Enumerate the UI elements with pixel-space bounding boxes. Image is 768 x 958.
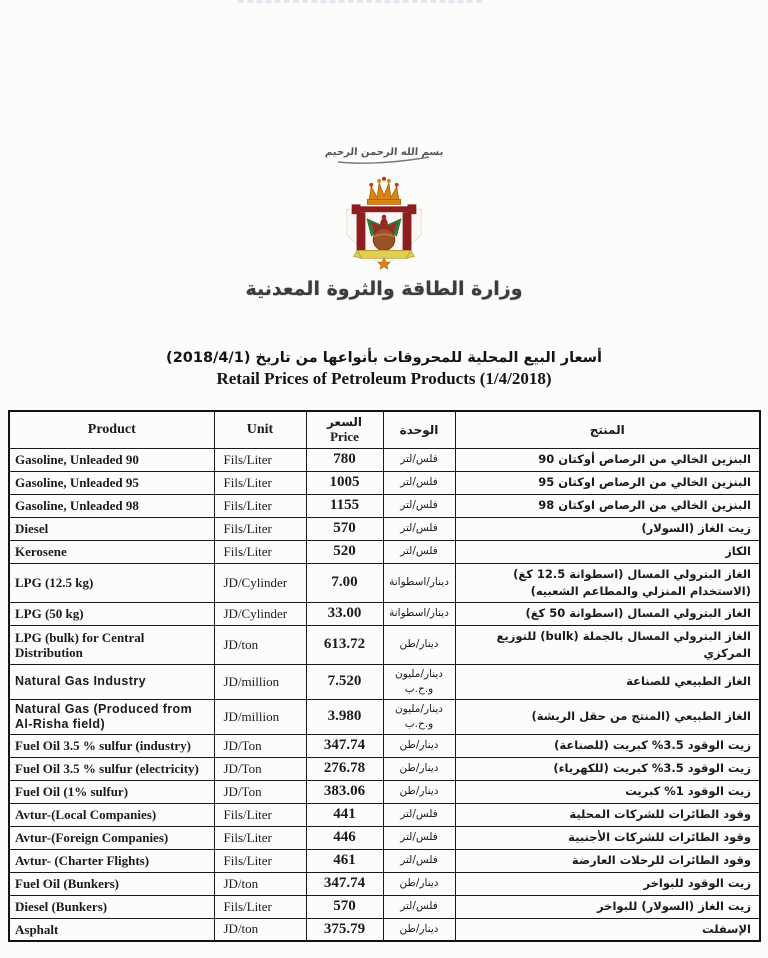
ribbon-shape bbox=[354, 250, 415, 258]
product-ar-cell: زيت الغاز (السولار) bbox=[455, 517, 760, 540]
price-cell: 613.72 bbox=[306, 625, 383, 664]
unit-ar-cell: دينار/مليون و.ح.ب bbox=[383, 664, 455, 699]
product-ar-cell: الغاز البترولي المسال (اسطوانة 12.5 كغ)(الاستخدام المنزلي والمطاعم الشعبيه) bbox=[455, 563, 760, 602]
product-en-cell: Kerosene bbox=[9, 540, 214, 563]
unit-ar-cell: دينار/طن bbox=[383, 918, 455, 941]
product-en-cell: LPG (12.5 kg) bbox=[9, 563, 214, 602]
product-ar-cell: وقود الطائرات للرحلات العارضة bbox=[455, 849, 760, 872]
product-ar-cell: الكاز bbox=[455, 540, 760, 563]
product-en-cell: Fuel Oil (1% sulfur) bbox=[9, 780, 214, 803]
ministry-name: وزارة الطاقة والثروة المعدنية bbox=[245, 278, 523, 300]
unit-ar-cell: دينار/طن bbox=[383, 780, 455, 803]
unit-ar-cell: فلس/لتر bbox=[383, 517, 455, 540]
price-cell: 7.520 bbox=[306, 664, 383, 699]
document-titles bbox=[0, 350, 768, 389]
table-header bbox=[9, 411, 760, 448]
unit-en-cell: Fils/Liter bbox=[214, 494, 306, 517]
unit-en-cell: Fils/Liter bbox=[214, 826, 306, 849]
price-cell: 1005 bbox=[306, 471, 383, 494]
product-en-cell: LPG (bulk) for Central Distribution bbox=[9, 625, 214, 664]
table-row bbox=[9, 471, 760, 494]
table-row bbox=[9, 895, 760, 918]
price-cell: 520 bbox=[306, 540, 383, 563]
product-ar-cell: الغاز الطبيعي للصناعة bbox=[455, 664, 760, 699]
unit-ar-cell: فلس/لتر bbox=[383, 895, 455, 918]
unit-en-cell: Fils/Liter bbox=[214, 517, 306, 540]
product-ar-cell: زيت الوقود 3.5% كبريت (للصناعة) bbox=[455, 734, 760, 757]
price-cell: 375.79 bbox=[306, 918, 383, 941]
price-cell: 3.980 bbox=[306, 699, 383, 734]
column-header-unit-ar: الوحدة bbox=[383, 411, 455, 448]
unit-en-cell: JD/Ton bbox=[214, 757, 306, 780]
table-row bbox=[9, 563, 760, 602]
unit-ar-cell: دينار/مليون و.ح.ب bbox=[383, 699, 455, 734]
product-en-cell: Diesel (Bunkers) bbox=[9, 895, 214, 918]
table-row bbox=[9, 664, 760, 699]
product-en-cell: Avtur- (Charter Flights) bbox=[9, 849, 214, 872]
crown-icon bbox=[367, 177, 400, 205]
unit-ar-cell: دينار/طن bbox=[383, 734, 455, 757]
unit-en-cell: Fils/Liter bbox=[214, 803, 306, 826]
unit-en-cell: JD/million bbox=[214, 699, 306, 734]
column-header-price-en: Price bbox=[330, 429, 359, 445]
unit-ar-cell: فلس/لتر bbox=[383, 849, 455, 872]
unit-ar-cell: فلس/لتر bbox=[383, 540, 455, 563]
column-header-unit-en: Unit bbox=[214, 411, 306, 448]
product-en-cell: Fuel Oil 3.5 % sulfur (electricity) bbox=[9, 757, 214, 780]
table-row bbox=[9, 625, 760, 664]
product-ar-cell: البنزين الخالي من الرصاص اوكتان 98 bbox=[455, 494, 760, 517]
product-ar-cell: الإسفلت bbox=[455, 918, 760, 941]
price-cell: 7.00 bbox=[306, 563, 383, 602]
product-en-cell: Gasoline, Unleaded 95 bbox=[9, 471, 214, 494]
price-cell: 461 bbox=[306, 849, 383, 872]
product-en-cell: Diesel bbox=[9, 517, 214, 540]
unit-ar-cell: فلس/لتر bbox=[383, 448, 455, 471]
price-cell: 33.00 bbox=[306, 602, 383, 625]
product-ar-cell: البنزين الخالي من الرصاص اوكتان 95 bbox=[455, 471, 760, 494]
product-ar-cell: الغاز الطبيعي (المنتج من حقل الريشة) bbox=[455, 699, 760, 734]
table-row bbox=[9, 448, 760, 471]
unit-en-cell: Fils/Liter bbox=[214, 448, 306, 471]
unit-en-cell: JD/million bbox=[214, 664, 306, 699]
unit-ar-cell: دينار/طن bbox=[383, 872, 455, 895]
unit-en-cell: JD/Ton bbox=[214, 734, 306, 757]
unit-ar-cell: فلس/لتر bbox=[383, 826, 455, 849]
price-cell: 446 bbox=[306, 826, 383, 849]
petroleum-prices-table bbox=[8, 410, 761, 942]
product-ar-cell: زيت الوقود 3.5% كبريت (للكهرباء) bbox=[455, 757, 760, 780]
unit-en-cell: Fils/Liter bbox=[214, 849, 306, 872]
price-cell: 780 bbox=[306, 448, 383, 471]
unit-en-cell: JD/ton bbox=[214, 872, 306, 895]
unit-en-cell: JD/ton bbox=[214, 625, 306, 664]
price-cell: 347.74 bbox=[306, 734, 383, 757]
unit-en-cell: JD/ton bbox=[214, 918, 306, 941]
document-title-english: Retail Prices of Petroleum Products (1/4/2018) bbox=[216, 369, 552, 388]
product-ar-cell: زيت الغاز (السولار) للبواخر bbox=[455, 895, 760, 918]
product-ar-cell: زيت الوقود 1% كبريت bbox=[455, 780, 760, 803]
product-en-cell: Natural Gas (Produced from Al-Risha field) bbox=[9, 699, 214, 734]
unit-ar-cell: فلس/لتر bbox=[383, 471, 455, 494]
product-en-cell: Natural Gas Industry bbox=[9, 664, 214, 699]
table-row bbox=[9, 517, 760, 540]
unit-ar-cell: فلس/لتر bbox=[383, 494, 455, 517]
price-cell: 347.74 bbox=[306, 872, 383, 895]
table-row bbox=[9, 540, 760, 563]
table-row bbox=[9, 734, 760, 757]
price-cell: 276.78 bbox=[306, 757, 383, 780]
column-header-price-ar: السعر bbox=[326, 415, 363, 430]
price-cell: 383.06 bbox=[306, 780, 383, 803]
product-en-cell: Fuel Oil 3.5 % sulfur (industry) bbox=[9, 734, 214, 757]
table-row bbox=[9, 602, 760, 625]
scan-torn-edge-artifact bbox=[238, 0, 482, 3]
table-row bbox=[9, 757, 760, 780]
price-table-body bbox=[9, 448, 760, 941]
document-title-arabic: أسعار البيع المحلية للمحروقات بأنواعها من تاريخ (2018/4/1) bbox=[166, 350, 602, 366]
product-en-cell: Avtur-(Foreign Companies) bbox=[9, 826, 214, 849]
price-cell: 570 bbox=[306, 517, 383, 540]
price-cell: 570 bbox=[306, 895, 383, 918]
unit-ar-cell: فلس/لتر bbox=[383, 803, 455, 826]
bismillah-text: بسم الله الرحمن الرحيم bbox=[324, 147, 444, 158]
product-ar-cell: وقود الطائرات للشركات المحلية bbox=[455, 803, 760, 826]
table-row bbox=[9, 872, 760, 895]
table-row bbox=[9, 849, 760, 872]
table-row bbox=[9, 803, 760, 826]
unit-en-cell: Fils/Liter bbox=[214, 540, 306, 563]
product-en-cell: Gasoline, Unleaded 90 bbox=[9, 448, 214, 471]
unit-ar-cell: دينار/طن bbox=[383, 625, 455, 664]
product-ar-cell: وقود الطائرات للشركات الأجنبية bbox=[455, 826, 760, 849]
unit-en-cell: JD/Cylinder bbox=[214, 602, 306, 625]
jordan-coat-of-arms-logo bbox=[328, 174, 440, 272]
unit-ar-cell: دينار/اسطوانة bbox=[383, 563, 455, 602]
product-ar-cell: زيت الوقود للبواخر bbox=[455, 872, 760, 895]
table-row bbox=[9, 918, 760, 941]
unit-en-cell: Fils/Liter bbox=[214, 895, 306, 918]
unit-ar-cell: دينار/طن bbox=[383, 757, 455, 780]
product-ar-cell: الغاز البترولي المسال (اسطوانة 50 كغ) bbox=[455, 602, 760, 625]
product-en-cell: Fuel Oil (Bunkers) bbox=[9, 872, 214, 895]
table-row bbox=[9, 780, 760, 803]
product-en-cell: Gasoline, Unleaded 98 bbox=[9, 494, 214, 517]
unit-en-cell: JD/Ton bbox=[214, 780, 306, 803]
unit-ar-cell: دينار/اسطوانة bbox=[383, 602, 455, 625]
unit-en-cell: Fils/Liter bbox=[214, 471, 306, 494]
unit-en-cell: JD/Cylinder bbox=[214, 563, 306, 602]
price-cell: 441 bbox=[306, 803, 383, 826]
product-ar-cell: الغاز البترولي المسال بالجملة (bulk) للتوزيع المركزي bbox=[455, 625, 760, 664]
product-en-cell: LPG (50 kg) bbox=[9, 602, 214, 625]
column-header-product-ar: المنتج bbox=[455, 411, 760, 448]
product-ar-cell: البنزين الخالي من الرصاص أوكتان 90 bbox=[455, 448, 760, 471]
column-header-price bbox=[306, 411, 383, 448]
bismillah-calligraphy bbox=[0, 142, 768, 172]
product-en-cell: Asphalt bbox=[9, 918, 214, 941]
column-header-product-en: Product bbox=[9, 411, 214, 448]
globe-icon bbox=[373, 229, 395, 251]
table-row bbox=[9, 826, 760, 849]
table-row bbox=[9, 494, 760, 517]
product-en-cell: Avtur-(Local Companies) bbox=[9, 803, 214, 826]
price-cell: 1155 bbox=[306, 494, 383, 517]
table-row bbox=[9, 699, 760, 734]
letterhead bbox=[0, 142, 768, 300]
